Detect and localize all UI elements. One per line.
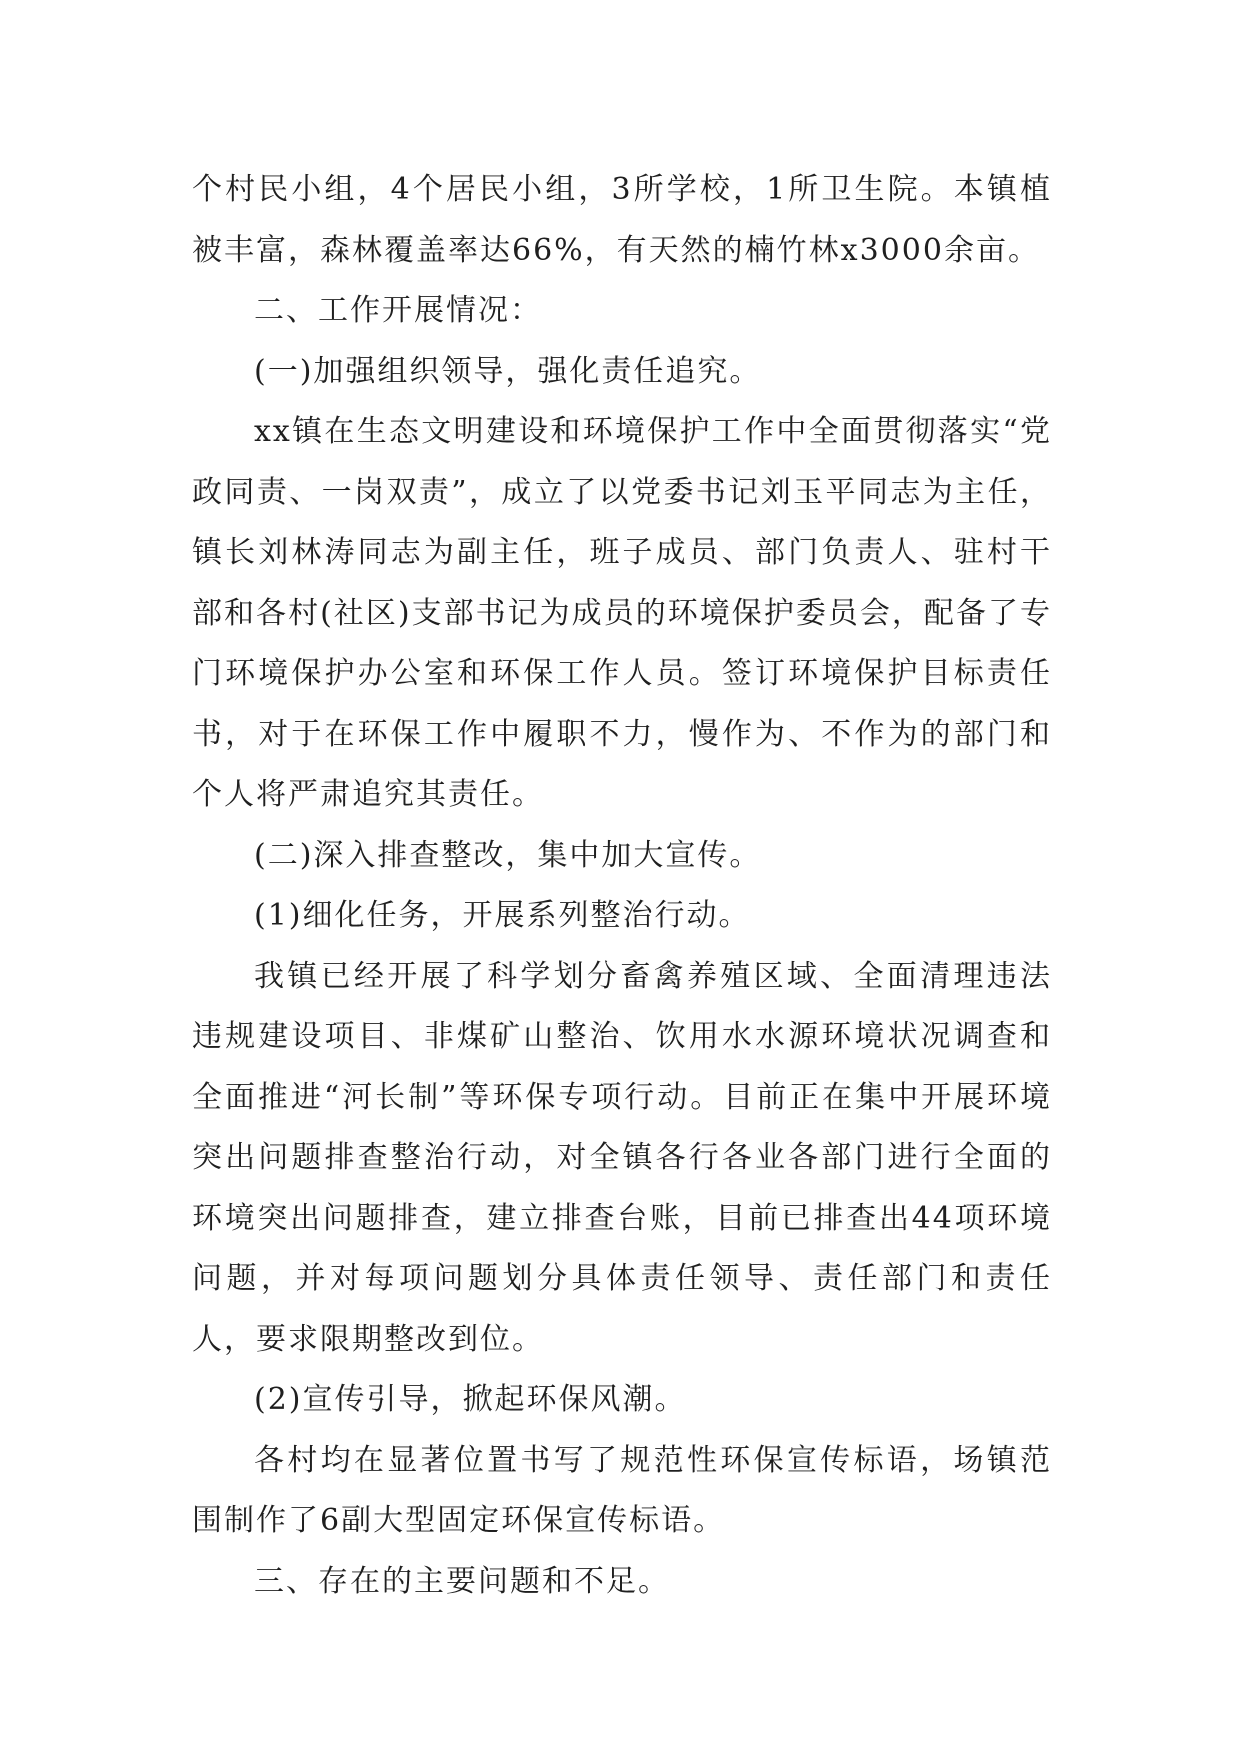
section-heading-3: 三、存在的主要问题和不足。 — [254, 1563, 670, 1599]
subsection-heading-2: (二)深入排查整改，集中加大宣传。 — [254, 837, 762, 873]
item-heading-2: (2)宣传引导，掀起环保风潮。 — [254, 1382, 687, 1417]
paragraph-intro-continued: 个村民小组，4个居民小组，3所学校，1所卫生院。本镇植被丰富，森林覆盖率达66%，有天然的楠竹林x3000余亩。 — [192, 172, 1052, 268]
item-heading-1: (1)细化任务，开展系列整治行动。 — [254, 898, 751, 933]
section-heading-2: 二、工作开展情况： — [254, 293, 542, 328]
subsection-heading-1: (一)加强组织领导，强化责任追究。 — [254, 353, 762, 389]
paragraph-publicity: 各村均在显著位置书写了规范性环保宣传标语，场镇范围制作了6副大型固定环保宣传标语。 — [192, 1442, 1052, 1538]
paragraph-organization: xx镇在生态文明建设和环境保护工作中全面贯彻落实“党政同责、一岗双责”，成立了以党委书记刘玉平同志为主任，镇长刘林涛同志为副主任，班子成员、部门负责人、驻村干部和各村(社区)支部书记为成员的环境保护委员会，配备了专门环境保护办公室和环保工作人员。签订环境保护目标责任书，对于在环保工作中履职不力，慢作为、不作为的部门和个人将严肃追究其责任。 — [192, 414, 1052, 812]
paragraph-actions: 我镇已经开展了科学划分畜禽养殖区域、全面清理违法违规建设项目、非煤矿山整治、饮用水水源环境状况调查和全面推进“河长制”等环保专项行动。目前正在集中开展环境突出问题排查整治行动，对全镇各行各业各部门进行全面的环境突出问题排查，建立排查台账，目前已排查出44项环境问题，并对每项问题划分具体责任领导、责任部门和责任人，要求限期整改到位。 — [192, 958, 1052, 1357]
document-body — [192, 160, 1052, 1612]
